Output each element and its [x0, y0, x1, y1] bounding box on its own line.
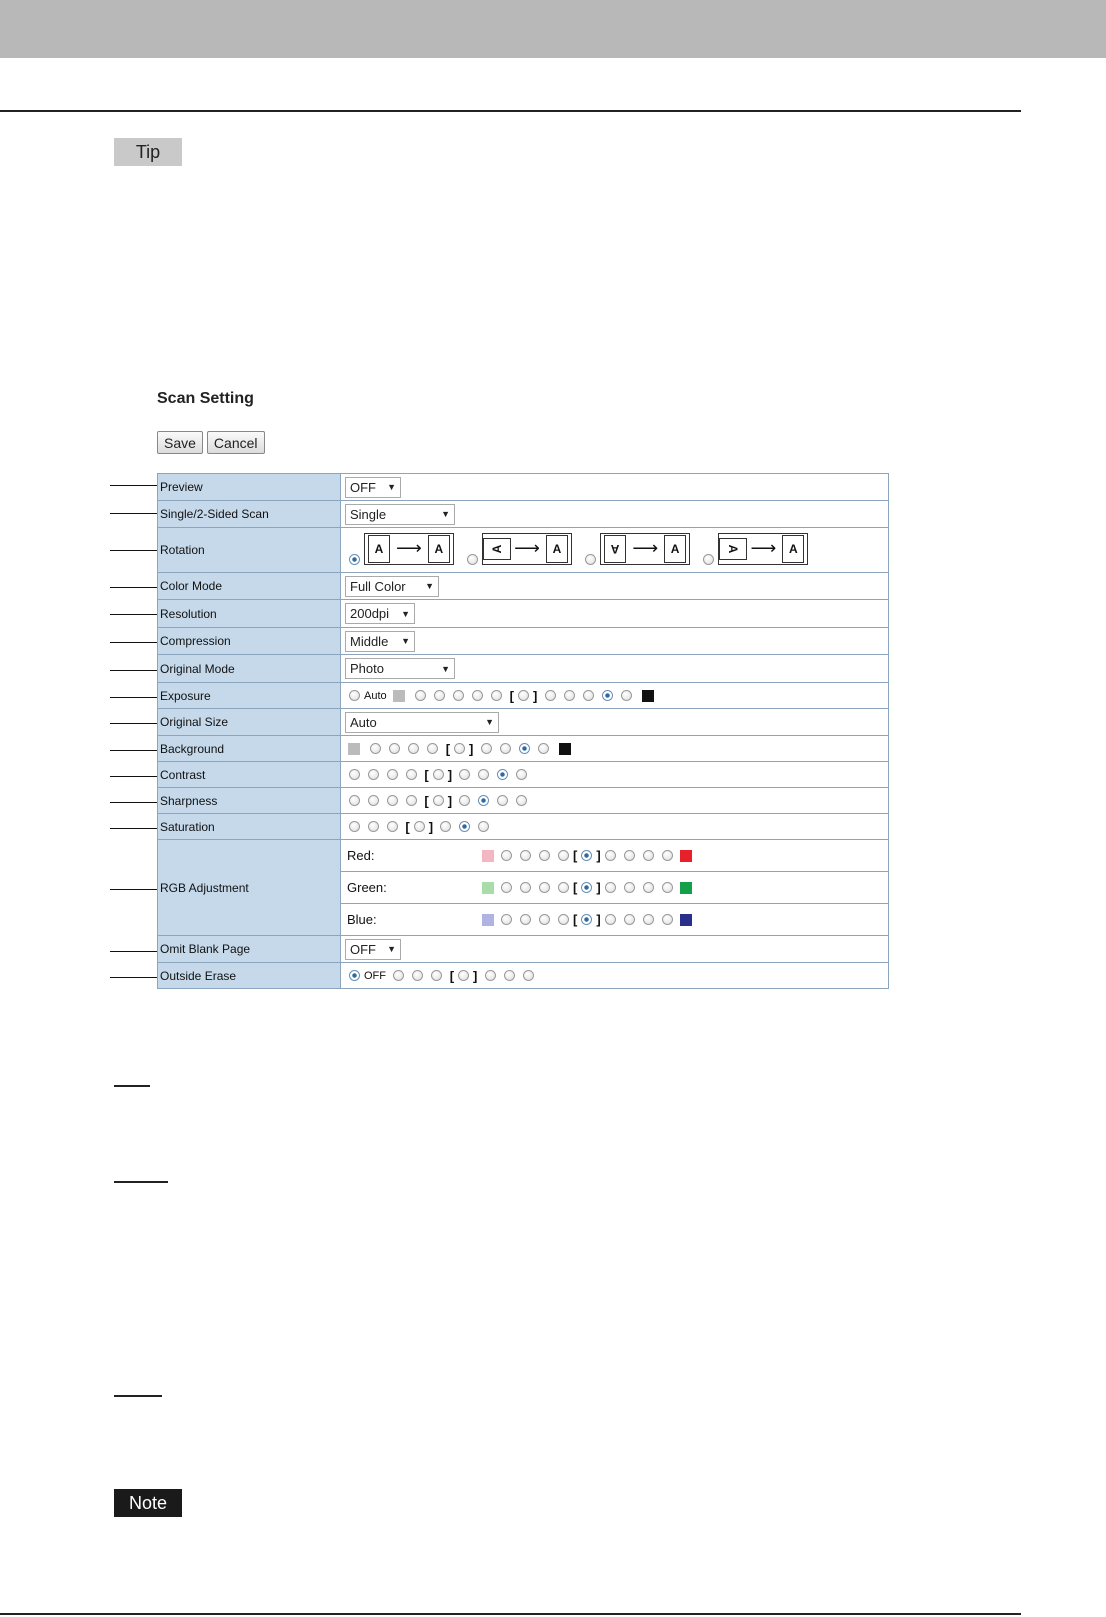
page-icon: A	[428, 535, 450, 563]
saturation-radio[interactable]	[387, 821, 398, 832]
contrast-radio[interactable]	[368, 769, 379, 780]
original-size-label: Original Size	[158, 709, 341, 736]
header-band	[0, 0, 1106, 58]
original-size-select[interactable]: Auto ▼	[345, 712, 499, 733]
blue-swatch-icon	[680, 914, 692, 926]
exposure-radio[interactable]	[545, 690, 556, 701]
callout-line	[110, 614, 158, 615]
row-outside-erase	[158, 963, 889, 989]
row-original-size	[158, 709, 889, 736]
blue-radio[interactable]	[662, 914, 673, 925]
red-radio[interactable]	[581, 850, 592, 861]
exposure-radio[interactable]	[491, 690, 502, 701]
contrast-label: Contrast	[158, 762, 341, 788]
green-radio[interactable]	[501, 882, 512, 893]
exposure-radio[interactable]	[472, 690, 483, 701]
heading-underline	[114, 1395, 162, 1397]
bracket-right-icon: ]	[596, 848, 601, 863]
blue-radio[interactable]	[643, 914, 654, 925]
rgb-red-row	[341, 840, 888, 872]
exposure-radio[interactable]	[564, 690, 575, 701]
row-color-mode	[158, 573, 889, 600]
background-radio[interactable]	[427, 743, 438, 754]
bracket-right-icon: ]	[596, 880, 601, 895]
background-radio[interactable]	[519, 743, 530, 754]
bracket-right-icon: ]	[473, 968, 478, 984]
green-label: Green:	[347, 880, 387, 895]
row-exposure	[158, 683, 889, 709]
bracket-left-icon: [	[573, 912, 578, 927]
contrast-radio[interactable]	[433, 769, 444, 780]
sharpness-radio[interactable]	[368, 795, 379, 806]
background-radio[interactable]	[481, 743, 492, 754]
outside-erase-label: Outside Erase	[158, 963, 341, 989]
row-background	[158, 736, 889, 762]
page-rotated-icon: A	[719, 538, 747, 560]
page-icon: A	[664, 535, 686, 563]
sharpness-radio[interactable]	[406, 795, 417, 806]
bracket-right-icon: ]	[469, 741, 474, 757]
outside-erase-radio[interactable]	[523, 970, 534, 981]
green-radio[interactable]	[581, 882, 592, 893]
header-rule	[0, 110, 1021, 112]
sharpness-label: Sharpness	[158, 788, 341, 814]
row-resolution	[158, 600, 889, 628]
outside-erase-radio-off[interactable]	[349, 970, 360, 981]
contrast-radio[interactable]	[478, 769, 489, 780]
outside-erase-radio[interactable]	[393, 970, 404, 981]
row-rotation	[158, 528, 889, 573]
red-label: Red:	[347, 848, 375, 863]
bracket-right-icon: ]	[447, 793, 453, 809]
save-button[interactable]: Save	[157, 431, 203, 454]
callout-line	[110, 776, 158, 777]
rotation-option-270	[699, 533, 808, 565]
note-label: Note	[114, 1489, 182, 1517]
exposure-auto-label: Auto	[364, 689, 387, 702]
red-swatch-icon	[680, 850, 692, 862]
bracket-right-icon: ]	[428, 819, 434, 835]
background-radio[interactable]	[538, 743, 549, 754]
contrast-radio[interactable]	[459, 769, 470, 780]
bracket-left-icon: [	[405, 819, 410, 835]
chevron-down-icon: ▼	[425, 581, 434, 591]
background-radio[interactable]	[408, 743, 419, 754]
rotation-option-90	[463, 533, 572, 565]
sharpness-radio[interactable]	[497, 795, 508, 806]
callout-line	[110, 697, 158, 698]
blue-radio[interactable]	[581, 914, 592, 925]
exposure-radio[interactable]	[434, 690, 445, 701]
blue-label: Blue:	[347, 912, 377, 927]
callout-line	[110, 587, 158, 588]
saturation-radio[interactable]	[478, 821, 489, 832]
background-radio[interactable]	[454, 743, 465, 754]
red-radio[interactable]	[605, 850, 616, 861]
scan-setting-title: Scan Setting	[157, 390, 254, 407]
exposure-radio[interactable]	[453, 690, 464, 701]
background-label: Background	[158, 736, 341, 762]
row-omit-blank	[158, 936, 889, 963]
green-light-swatch-icon	[482, 882, 494, 894]
bracket-right-icon: ]	[596, 912, 601, 927]
rotation-radio[interactable]	[349, 554, 360, 565]
callout-line	[110, 750, 158, 751]
blue-radio[interactable]	[624, 914, 635, 925]
callout-line	[110, 642, 158, 643]
blue-radio[interactable]	[520, 914, 531, 925]
chevron-down-icon: ▼	[387, 944, 396, 954]
sided-label: Single/2-Sided Scan	[158, 501, 341, 528]
light-swatch-icon	[348, 743, 360, 755]
color-mode-label: Color Mode	[158, 573, 341, 600]
rotation-option-0	[345, 533, 454, 565]
sided-select[interactable]: Single ▼	[345, 504, 455, 525]
bracket-left-icon: [	[573, 848, 578, 863]
red-radio[interactable]	[643, 850, 654, 861]
rgb-blue-row	[341, 904, 888, 935]
green-radio[interactable]	[605, 882, 616, 893]
heading-underline	[114, 1181, 168, 1183]
green-radio[interactable]	[624, 882, 635, 893]
green-swatch-icon	[680, 882, 692, 894]
sharpness-radio[interactable]	[459, 795, 470, 806]
outside-erase-radio[interactable]	[485, 970, 496, 981]
page-rotated-icon: A	[604, 535, 626, 563]
bracket-left-icon: [	[424, 793, 429, 809]
background-radio[interactable]	[500, 743, 511, 754]
contrast-radio[interactable]	[349, 769, 360, 780]
page-icon: A	[546, 535, 568, 563]
compression-select[interactable]: Middle ▼	[345, 631, 415, 652]
callout-line	[110, 513, 158, 514]
row-sharpness	[158, 788, 889, 814]
outside-erase-radio[interactable]	[412, 970, 423, 981]
callout-line	[110, 670, 158, 671]
blue-light-swatch-icon	[482, 914, 494, 926]
callout-line	[110, 977, 158, 978]
red-radio[interactable]	[539, 850, 550, 861]
saturation-radio[interactable]	[440, 821, 451, 832]
exposure-label: Exposure	[158, 683, 341, 709]
rotation-label: Rotation	[158, 528, 341, 573]
outside-erase-off-label: OFF	[364, 969, 386, 982]
bracket-left-icon: [	[449, 968, 455, 984]
rgb-green-row	[341, 872, 888, 904]
scan-setting-table	[157, 473, 889, 989]
row-saturation	[158, 814, 889, 840]
saturation-radio[interactable]	[414, 821, 425, 832]
bracket-left-icon: [	[445, 741, 451, 757]
omit-blank-select[interactable]: OFF ▼	[345, 939, 401, 960]
resolution-select[interactable]: 200dpi ▼	[345, 603, 415, 624]
chevron-down-icon: ▼	[441, 509, 450, 519]
contrast-radio[interactable]	[406, 769, 417, 780]
green-radio[interactable]	[539, 882, 550, 893]
green-radio[interactable]	[520, 882, 531, 893]
bracket-left-icon: [	[509, 688, 515, 704]
dark-swatch-icon	[642, 690, 654, 702]
chevron-down-icon: ▼	[401, 608, 410, 619]
saturation-radio[interactable]	[368, 821, 379, 832]
rotation-radio[interactable]	[585, 554, 596, 565]
page-rotated-icon: A	[483, 538, 511, 560]
sharpness-radio[interactable]	[349, 795, 360, 806]
chevron-down-icon: ▼	[387, 482, 396, 492]
contrast-radio[interactable]	[387, 769, 398, 780]
rotation-radio[interactable]	[703, 554, 714, 565]
callout-line	[110, 951, 158, 952]
chevron-down-icon: ▼	[401, 636, 410, 646]
dark-swatch-icon	[559, 743, 571, 755]
green-radio[interactable]	[662, 882, 673, 893]
outside-erase-radio[interactable]	[504, 970, 515, 981]
page-icon: A	[782, 535, 804, 563]
cancel-button[interactable]: Cancel	[207, 431, 265, 454]
blue-radio[interactable]	[539, 914, 550, 925]
footer-rule	[0, 1613, 1021, 1615]
original-mode-select[interactable]: Photo ▼	[345, 658, 455, 679]
rotation-radio[interactable]	[467, 554, 478, 565]
blue-radio[interactable]	[558, 914, 569, 925]
callout-line	[110, 828, 158, 829]
exposure-radio[interactable]	[621, 690, 632, 701]
callout-line	[110, 723, 158, 724]
saturation-label: Saturation	[158, 814, 341, 840]
sharpness-radio[interactable]	[516, 795, 527, 806]
red-radio[interactable]	[624, 850, 635, 861]
rgb-label: RGB Adjustment	[158, 840, 341, 936]
red-radio[interactable]	[501, 850, 512, 861]
exposure-radio[interactable]	[518, 690, 529, 701]
red-radio[interactable]	[520, 850, 531, 861]
preview-label: Preview	[158, 474, 341, 501]
row-compression	[158, 628, 889, 655]
contrast-radio[interactable]	[497, 769, 508, 780]
exposure-radio[interactable]	[583, 690, 594, 701]
exposure-radio[interactable]	[415, 690, 426, 701]
bracket-left-icon: [	[573, 880, 578, 895]
resolution-label: Resolution	[158, 600, 341, 628]
arrow-right-icon: ⟶	[750, 538, 777, 558]
arrow-right-icon: ⟶	[514, 538, 540, 558]
arrow-right-icon: ⟶	[632, 538, 659, 558]
color-mode-select[interactable]: Full Color ▼	[345, 576, 439, 597]
bracket-right-icon: ]	[533, 688, 538, 704]
row-original-mode	[158, 655, 889, 683]
chevron-down-icon: ▼	[485, 717, 494, 727]
bracket-left-icon: [	[424, 767, 429, 783]
callout-line	[110, 485, 158, 486]
saturation-radio[interactable]	[349, 821, 360, 832]
saturation-radio[interactable]	[459, 821, 470, 832]
bracket-right-icon: ]	[447, 767, 453, 783]
sharpness-radio[interactable]	[478, 795, 489, 806]
exposure-radio[interactable]	[602, 690, 613, 701]
tip-label: Tip	[114, 138, 182, 166]
exposure-radio-auto[interactable]	[349, 690, 360, 701]
green-radio[interactable]	[643, 882, 654, 893]
blue-radio[interactable]	[501, 914, 512, 925]
callout-line	[110, 802, 158, 803]
red-radio[interactable]	[558, 850, 569, 861]
page-icon: A	[368, 535, 390, 563]
outside-erase-radio[interactable]	[458, 970, 469, 981]
callout-line	[110, 889, 158, 890]
sharpness-radio[interactable]	[433, 795, 444, 806]
red-light-swatch-icon	[482, 850, 494, 862]
outside-erase-radio[interactable]	[431, 970, 442, 981]
row-rgb	[158, 840, 889, 936]
original-mode-label: Original Mode	[158, 655, 341, 683]
compression-label: Compression	[158, 628, 341, 655]
omit-blank-label: Omit Blank Page	[158, 936, 341, 963]
background-radio[interactable]	[370, 743, 381, 754]
heading-underline	[114, 1085, 150, 1087]
chevron-down-icon: ▼	[441, 663, 450, 674]
row-contrast	[158, 762, 889, 788]
background-radio[interactable]	[389, 743, 400, 754]
red-radio[interactable]	[662, 850, 673, 861]
preview-select[interactable]: OFF ▼	[345, 477, 401, 498]
green-radio[interactable]	[558, 882, 569, 893]
row-sided	[158, 501, 889, 528]
button-bar	[157, 431, 265, 454]
blue-radio[interactable]	[605, 914, 616, 925]
contrast-radio[interactable]	[516, 769, 527, 780]
rotation-option-180	[581, 533, 690, 565]
arrow-right-icon: ⟶	[396, 538, 422, 558]
callout-line	[110, 550, 158, 551]
sharpness-radio[interactable]	[387, 795, 398, 806]
row-preview	[158, 474, 889, 501]
light-swatch-icon	[393, 690, 405, 702]
